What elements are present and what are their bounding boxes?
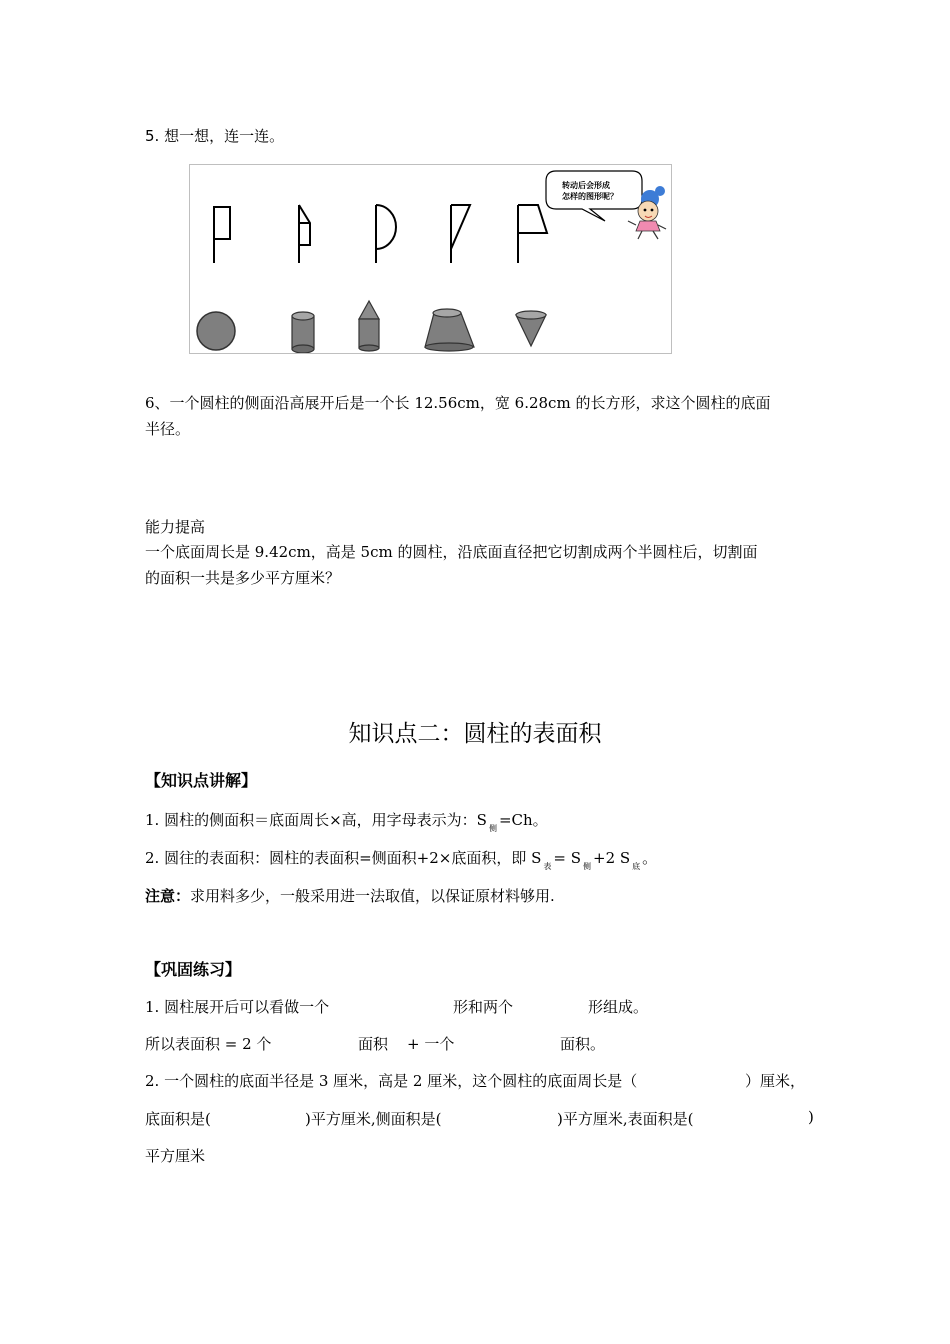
semicircle-flag-icon [376, 205, 396, 263]
p2-d: )平方厘米,侧面积是( [305, 1110, 442, 1128]
p1-a: 1. 圆柱展开后可以看做一个 [145, 998, 330, 1016]
p1-c: 形组成。 [588, 998, 649, 1016]
explain-heading: 【知识点讲解】 [145, 771, 258, 790]
p2-c: 底面积是( [145, 1110, 211, 1128]
q5-title: 5. 想一想，连一连。 [145, 127, 285, 145]
bubble-line-1: 转动后会形成 [562, 181, 610, 190]
explain-note [145, 885, 555, 906]
trapezoid-flag-icon [518, 205, 547, 263]
p2-f: ) [808, 1108, 814, 1126]
p2-a: 2. 一个圆柱的底面半径是 3 厘米，高是 2 厘米，这个圆柱的底面周长是（ [145, 1072, 638, 1090]
cone-icon [516, 311, 546, 346]
p1-d: 所以表面积 = 2 个 [145, 1035, 272, 1053]
note-text: 求用料多少，一般采用进一法取值，以保证原材料够用. [190, 887, 555, 905]
triangle-rectangle-flag-icon [299, 205, 310, 263]
section-title: 知识点二：圆柱的表面积 [348, 721, 602, 747]
p2-b: ）厘米， [745, 1072, 806, 1090]
ability-line-1: 一个底面周长是 9.42cm，高是 5cm 的圆柱，沿底面直径把它切割成两个半圆柱后，切割面 [145, 543, 758, 561]
cylinder-with-cone-icon [359, 301, 379, 351]
frustum-icon [425, 309, 474, 351]
triangle-flag-icon [451, 205, 470, 263]
bubble-line-2: 怎样的图形呢？ [562, 192, 618, 201]
p1-f: + 一个 [407, 1035, 455, 1053]
p1-e: 面积 [358, 1035, 389, 1053]
explain-item-1: 1. 圆柱的侧面积＝底面周长×高，用字母表示为：S $_侧$ =Ch。 [145, 811, 548, 833]
p1-g: 面积。 [560, 1035, 606, 1053]
ability-line-2: 的面积一共是多少平方厘米？ [145, 569, 341, 587]
note-label: 注意： [145, 887, 191, 905]
p2-e: )平方厘米,表面积是( [557, 1110, 694, 1128]
rectangle-flag-icon [214, 207, 230, 263]
p1-b: 形和两个 [453, 998, 514, 1016]
ability-heading: 能力提高 [145, 518, 206, 536]
p2-g: 平方厘米 [145, 1147, 206, 1165]
q6-line-1: 6、一个圆柱的侧面沿高展开后是一个长 12.56cm，宽 6.28cm 的长方形，求这个圆柱的底面 [145, 394, 771, 412]
explain-item-2: 2. 圆往的表面积：圆柱的表面积=侧面积+2×底面积，即 S $_表$ = S $_侧$ +2 S $_底$ 。 [145, 849, 658, 871]
q6-line-2: 半径。 [145, 420, 191, 438]
q5-figure [189, 164, 672, 354]
practice-heading: 【巩固练习】 [145, 960, 242, 979]
cylinder-icon [292, 312, 314, 353]
sphere-icon [197, 312, 235, 350]
